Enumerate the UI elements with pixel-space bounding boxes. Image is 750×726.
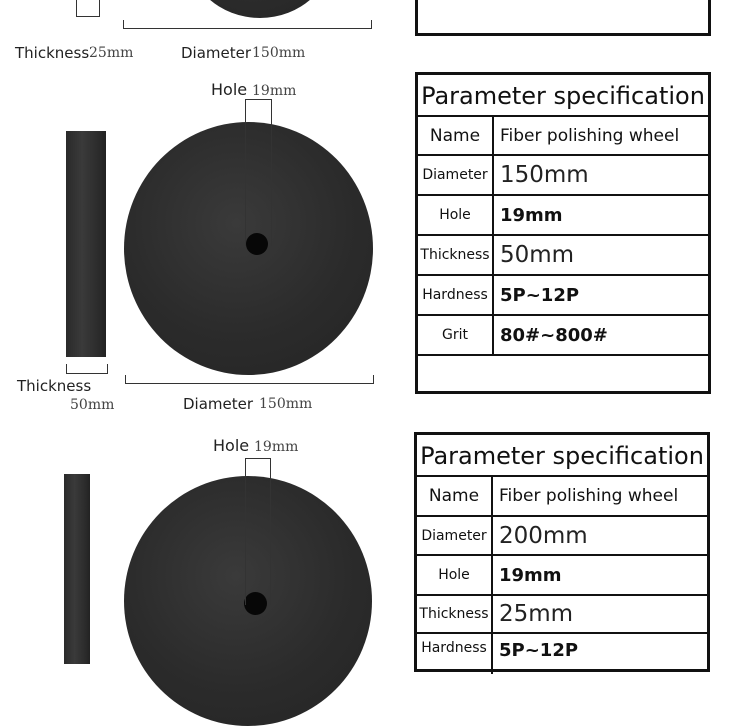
middle-diameter-line: [125, 383, 374, 384]
top-spec-box: [415, 0, 711, 36]
middle-wheel-side-view: [66, 131, 106, 357]
bottom-hole-label: Hole: [213, 436, 250, 455]
top-diameter-line: [123, 28, 372, 29]
table-row: [418, 117, 708, 156]
spec-row-value: 19mm: [500, 204, 563, 226]
spec-row-value: 25mm: [499, 601, 574, 627]
spec-row-name: Thickness: [417, 596, 493, 632]
middle-spec-title: Parameter specification: [418, 75, 708, 117]
spec-row-value: Fiber polishing wheel: [499, 486, 679, 506]
top-thickness-bracket: [76, 0, 100, 17]
bottom-spec-title: Parameter specification: [417, 435, 707, 477]
spec-row-name: Hole: [417, 556, 493, 594]
table-row: [418, 196, 708, 236]
spec-row-value: 200mm: [499, 522, 588, 549]
table-row: [418, 156, 708, 196]
top-thickness-label: Thickness: [15, 44, 90, 62]
spec-row-name: Thickness: [418, 236, 494, 274]
middle-hole-value: 19mm: [252, 83, 297, 99]
spec-row-value: 150mm: [500, 162, 589, 188]
spec-row-name: Name: [417, 477, 493, 515]
spec-row-name: Diameter: [418, 156, 494, 194]
middle-diameter-label: Diameter: [183, 395, 254, 413]
top-thickness-value: 25mm: [89, 45, 134, 61]
spec-row-value: Fiber polishing wheel: [500, 125, 680, 146]
bottom-wheel-side-view: [64, 474, 90, 664]
middle-spec-table: [415, 72, 711, 394]
spec-row-value: 5P~12P: [500, 284, 580, 306]
table-row: [417, 556, 707, 596]
table-row: [417, 596, 707, 634]
table-row: [418, 276, 708, 316]
middle-hole-indicator: [245, 99, 272, 246]
table-row: [418, 236, 708, 276]
spec-row-value: 50mm: [500, 242, 575, 268]
middle-thickness-bracket: [66, 364, 108, 374]
table-row: [417, 477, 707, 517]
middle-hole-label: Hole: [211, 80, 248, 99]
middle-thickness-label: Thickness: [17, 377, 92, 395]
bottom-hole-value: 19mm: [254, 439, 299, 455]
top-wheel-image: [186, 0, 334, 18]
spec-row-name: Diameter: [417, 517, 493, 554]
spec-row-name: Hole: [418, 196, 494, 234]
bottom-spec-table: [414, 432, 710, 672]
middle-diameter-value: 150mm: [259, 396, 313, 412]
top-diameter-label: Diameter: [181, 44, 252, 62]
middle-thickness-value: 50mm: [70, 397, 115, 413]
spec-row-name: Name: [418, 117, 494, 154]
spec-row-name: Hardness: [417, 634, 493, 674]
top-diameter-value: 150mm: [252, 45, 306, 61]
bottom-hole-indicator: [245, 458, 271, 605]
spec-row-name: Grit: [418, 316, 494, 354]
spec-row-value: 19mm: [499, 564, 562, 586]
spec-row-value: 5P~12P: [499, 640, 579, 661]
spec-row-value: 80#~800#: [500, 324, 608, 346]
table-row: [417, 517, 707, 556]
table-row: [418, 316, 708, 356]
table-row: [417, 634, 707, 674]
spec-row-name: Hardness: [418, 276, 494, 314]
